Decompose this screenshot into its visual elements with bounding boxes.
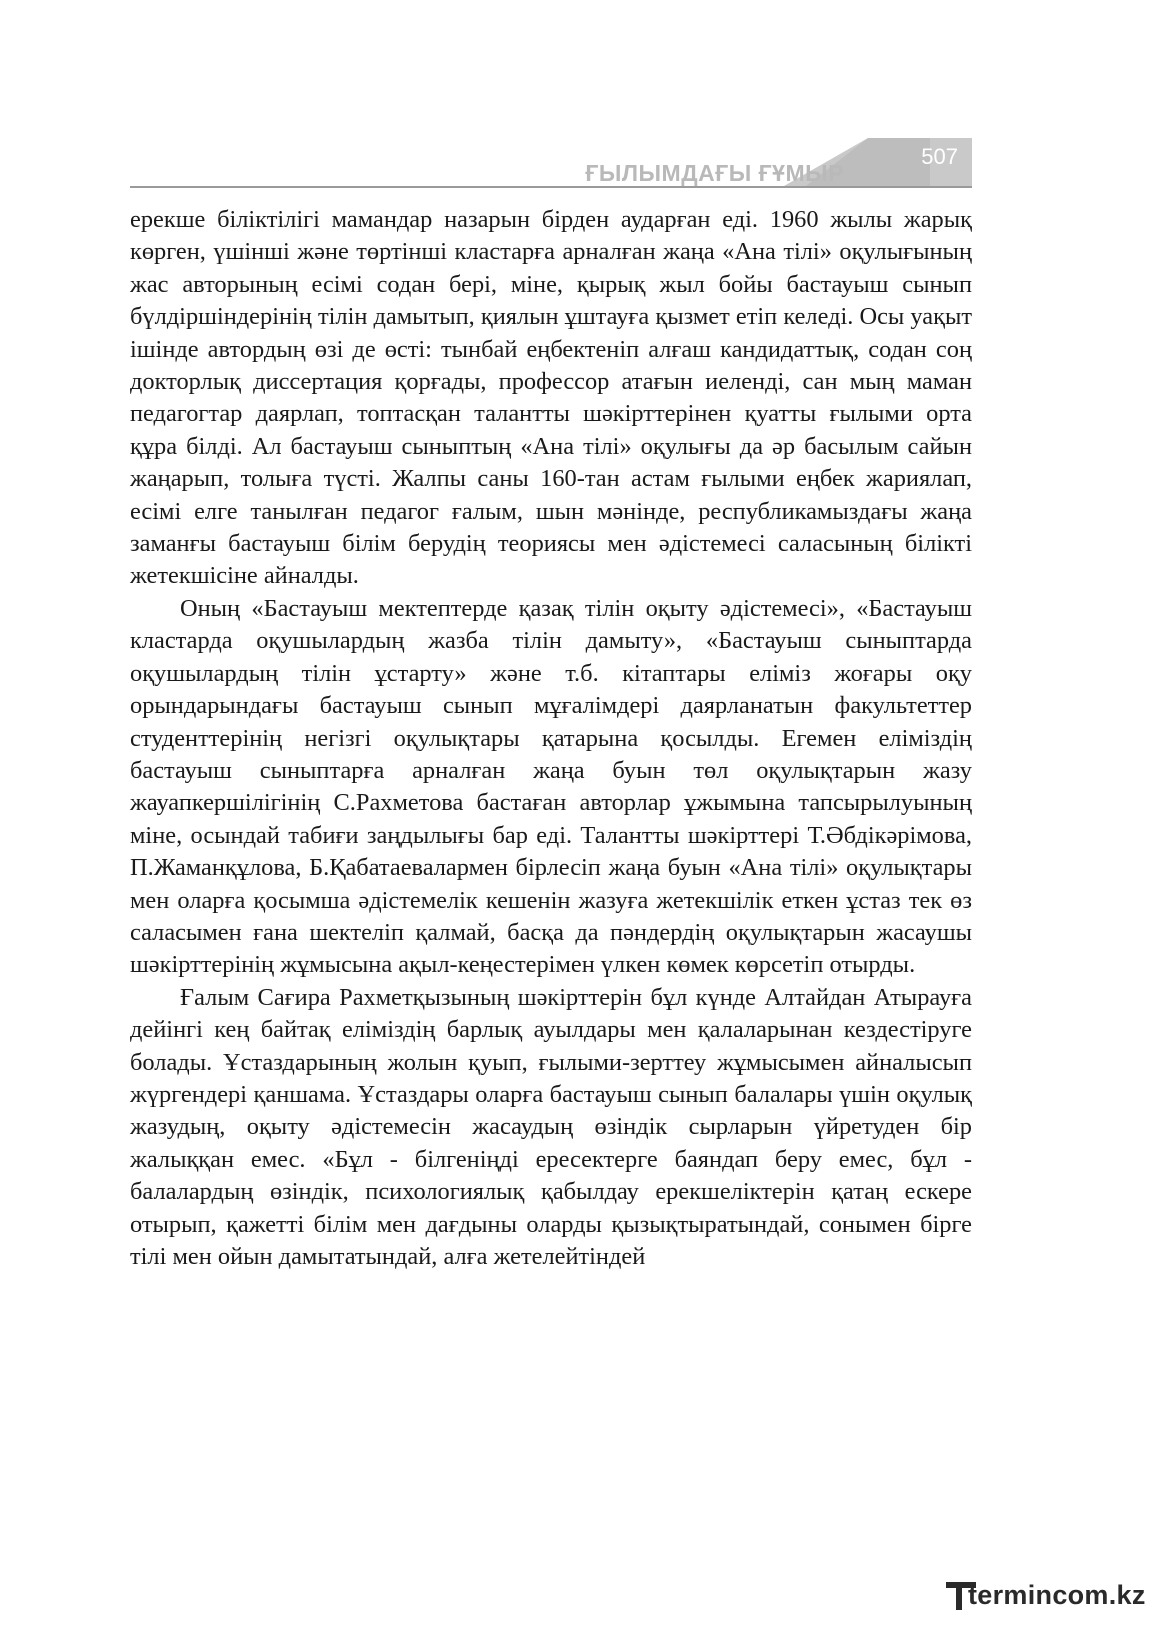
running-header-title: ҒЫЛЫМДАҒЫ ҒҰМЫР [585, 160, 844, 186]
page-number: 507 [921, 144, 958, 169]
watermark-text: termincom.kz [968, 1580, 1146, 1610]
running-header [130, 138, 972, 188]
watermark [944, 1576, 1148, 1616]
paragraph-3: Ғалым Сағира Рахметқызының шәкірттерін бұл күнде Алтайдан Атырауға дейінгі кең байтақ еліміздің барлық ауылдары мен қалаларынан кездестіруге болады. Ұстаздарының жолын қуып, ғылыми-зерттеу жұмысымен айналысып жүргендері қаншама. Ұстаздары оларға бастауыш сынып балалары үшін оқулық жазудың, оқыту әдістемесін жасаудың өзіндік сырларын үйретуден бір жалыққан емес. «Бұл - білгеніңді ересектерге баяндап беру емес, бұл - балалардың өзіндік, психологиялық қабылдау ерекшеліктерін қатаң ескере отырып, қажетті білім мен дағдыны оларды қызықтыратындай, сонымен бірге тілі мен ойын дамытатындай, алға жетелейтіндей [130, 983, 972, 1270]
header-rule [130, 186, 972, 188]
paragraph-1: ерекше біліктілігі мамандар назарын бірден аударған еді. 1960 жылы жарық көрген, үшінші және төртінші кластарға арналған жаңа «Ана тілі» оқулығының жас авторының есімі содан бері, міне, қырық жыл бойы бастауыш сынып бүлдіршіндерінің тілін дамытып, қиялын ұштауға қызмет етіп келеді. Осы уақыт ішінде автордың өзі де өсті: тынбай еңбектеніп алғаш кандидаттық, содан соң докторлық диссертация қорғады, профессор атағын иеленді, сан мың маман педагогтар даярлап, топтасқан талантты шәкірттерінен қуатты ғылыми орта құра білді. Ал бастауыш сыныптың «Ана тілі» оқулығы да әр басылым сайын жаңарып, толыға түсті. Жалпы саны 160-тан астам ғылыми еңбек жариялап, есімі елге танылған педагог ғалым, шын мәнінде, республикамыздағы жаңа заманғы бастауыш білім берудің теориясы мен әдістемесі саласының білікті жетекшісіне айналды. [130, 206, 972, 590]
paragraph-2: Оның «Бастауыш мектептерде қазақ тілін оқыту әдістемесі», «Бастауыш кластарда оқушылардың жазба тілін дамыту», «Бастауыш сыныптарда оқушылардың тілін ұстарту» және т.б. кітаптары еліміз жоғары оқу орындарындағы бастауыш сынып мұғалімдері даярланатын факультеттер студенттерінің негізгі оқулықтары қатарына қосылды. Егемен еліміздің бастауыш сыныптарға арналған жаңа буын төл оқулықтарын жазу жауапкершілігінің С.Рахметова бастаған авторлар ұжымына тапсырылуының міне, осындай табиғи заңдылығы бар еді. Талантты шәкірттері Т.Әбдікәрімова, П.Жаманқұлова, Б.Қабатаевалармен бірлесіп жаңа буын «Ана тілі» оқулықтары мен оларға қосымша әдістемелік кешенін жазуға жетекшілік еткен ұстаз тек өз саласымен ғана шектеліп қалмай, басқа да пәндердің оқулықтарын жасаушы шәкірттерінің жұмысына ақыл-кеңестерімен үлкен көмек көрсетіп отырды. [130, 594, 972, 979]
header-wedge-shape [130, 138, 972, 186]
body-text [130, 204, 972, 1273]
